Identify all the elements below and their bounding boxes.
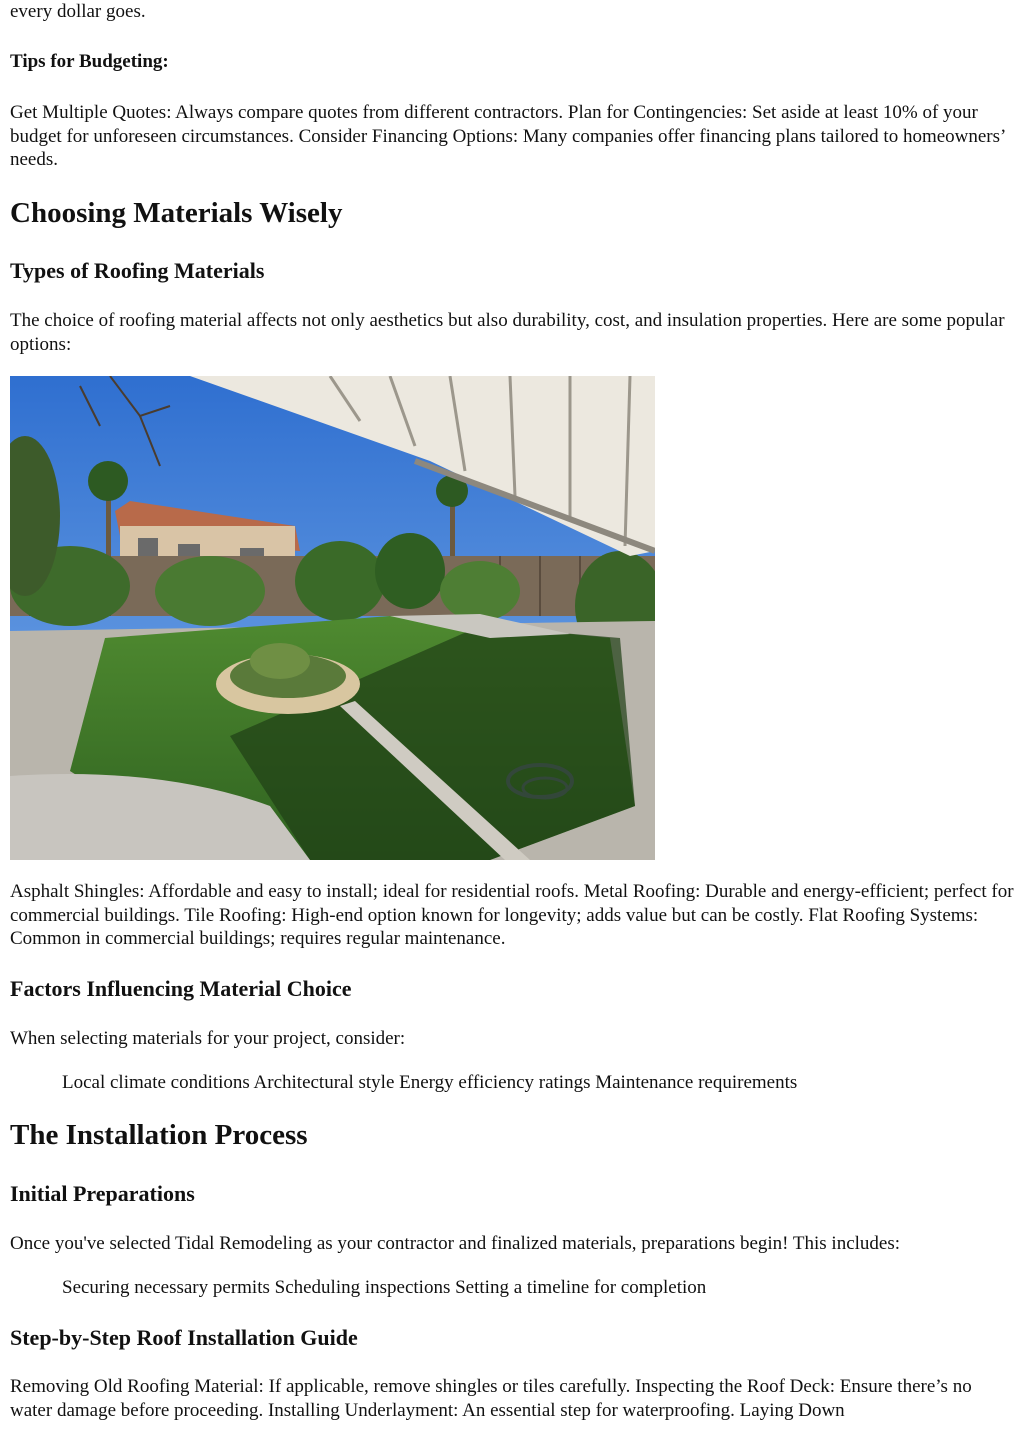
tips-paragraph: Get Multiple Quotes: Always compare quotes from different contractors. Plan for Contingencies: Set aside at least 10% of your budget for unforeseen circumstances. Consider Financing Options: Many companies offer financing plans tailored to homeowners’ needs. (10, 102, 1005, 170)
types-paragraph: The choice of roofing material affects not only aesthetics but also durability, cost, and insulation properties. Here are some popular options: (10, 310, 1005, 355)
tips-heading: Tips for Budgeting: (10, 51, 169, 72)
intro-line: every dollar goes. (10, 1, 146, 22)
guide-heading: Step-by-Step Roof Installation Guide (10, 1325, 358, 1350)
materials-heading: Choosing Materials Wisely (10, 197, 343, 229)
factors-paragraph: When selecting materials for your project, consider: (10, 1028, 406, 1049)
types-heading: Types of Roofing Materials (10, 258, 265, 283)
factors-list: Local climate conditions Architectural style Energy efficiency ratings Maintenance requirements (62, 1072, 798, 1093)
prep-paragraph: Once you've selected Tidal Remodeling as your contractor and finalized materials, preparations begin! This includes: (10, 1233, 901, 1254)
installation-heading: The Installation Process (10, 1119, 308, 1151)
prep-list: Securing necessary permits Scheduling inspections Setting a timeline for completion (62, 1277, 707, 1298)
materials-list-paragraph: Asphalt Shingles: Affordable and easy to install; ideal for residential roofs. Metal Roofing: Durable and energy-efficient; perfect for commercial buildings. Tile Roofing: High-end option known for longevity; adds value but can be costly. Flat Roofing Systems: Common in commercial buildings; requires regular maintenance. (10, 881, 1014, 949)
guide-paragraph: Removing Old Roofing Material: If applicable, remove shingles or tiles carefully. Inspecting the Roof Deck: Ensure there’s no water damage before proceeding. Installing Underlayment: An essential step for waterproofing. Laying Down (10, 1376, 972, 1421)
backyard-photo (10, 376, 655, 860)
factors-heading: Factors Influencing Material Choice (10, 976, 352, 1001)
prep-heading: Initial Preparations (10, 1181, 195, 1206)
